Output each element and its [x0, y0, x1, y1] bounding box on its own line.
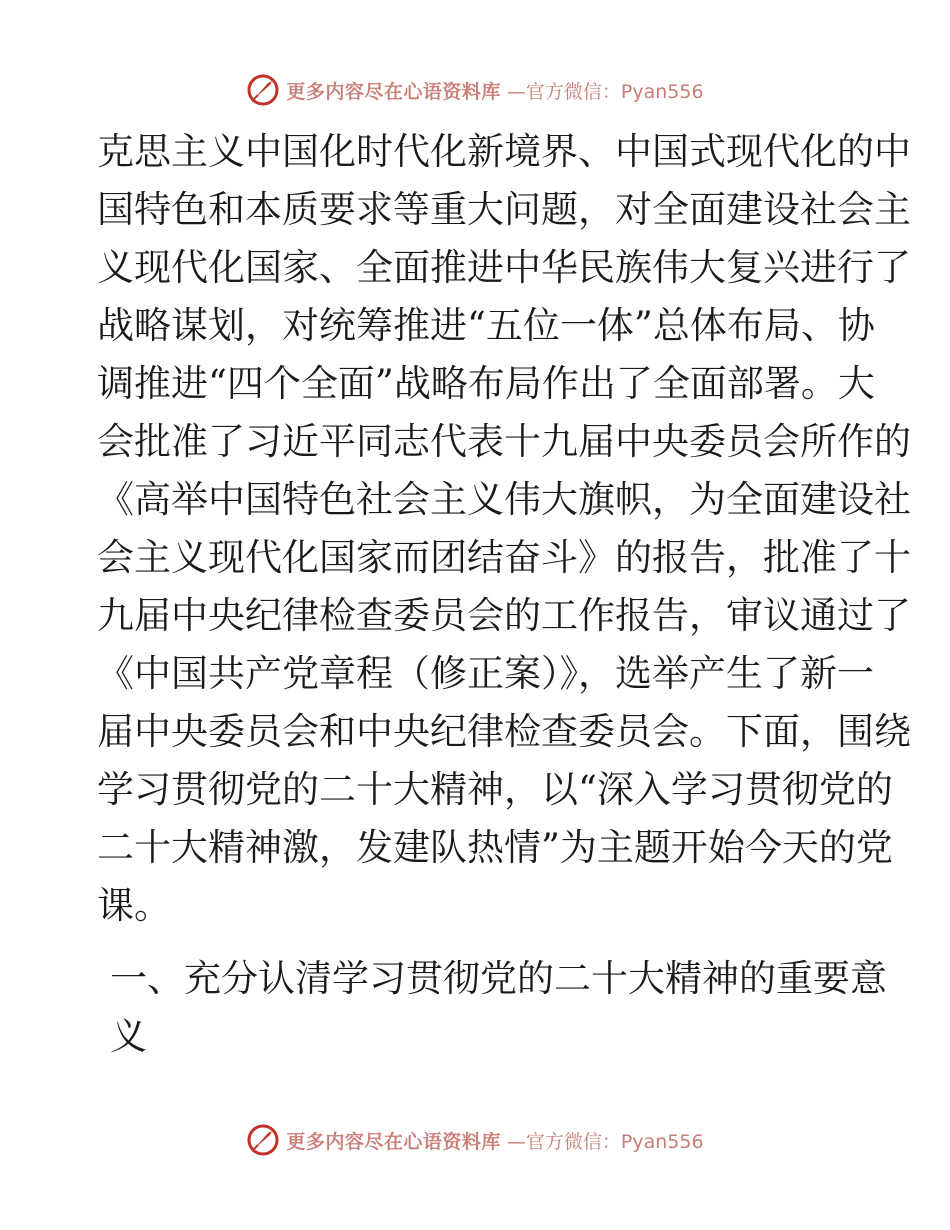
paragraph-line: 课。: [97, 884, 171, 927]
paragraph-line: 会批准了习近平同志代表十九届中央委员会所作的: [97, 420, 911, 463]
footer-banner: [0, 1120, 950, 1160]
paragraph-line: 国特色和本质要求等重大问题，对全面建设社会主: [97, 188, 911, 231]
header-banner: [0, 70, 950, 110]
section-heading-line: 一、充分认清学习贯彻党的二十大精神的重要意: [110, 957, 887, 1000]
footer-banner-wechat: —官方微信：Pyan556: [506, 1130, 704, 1153]
paragraph-line: 调推进“四个全面”战略布局作出了全面部署。大: [97, 362, 875, 405]
section-heading-line: 义: [110, 1015, 147, 1058]
paragraph-line: 届中央委员会和中央纪律检查委员会。下面，围绕: [97, 710, 911, 753]
paragraph-line: 义现代化国家、全面推进中华民族伟大复兴进行了: [97, 246, 911, 289]
paragraph-line: 《中国共产党章程（修正案）》，选举产生了新一: [97, 652, 874, 695]
header-banner-wechat: —官方微信：Pyan556: [506, 80, 704, 103]
paragraph-line: 学习贯彻党的二十大精神，以“深入学习贯彻党的: [97, 768, 893, 811]
paragraph-line: 克思主义中国化时代化新境界、中国式现代化的中: [97, 130, 911, 173]
section-heading: [110, 950, 887, 1066]
paragraph-line: 《高举中国特色社会主义伟大旗帜，为全面建设社: [97, 478, 911, 521]
paragraph-line: 战略谋划，对统筹推进“五位一体”总体布局、协: [97, 304, 875, 347]
paragraph-line: 会主义现代化国家而团结奋斗》的报告，批准了十: [97, 536, 911, 579]
body-paragraph: [97, 123, 911, 935]
quill-logo-icon: [246, 73, 280, 107]
quill-logo-icon: [246, 1123, 280, 1157]
paragraph-line: 二十大精神激，发建队热情”为主题开始今天的党: [97, 826, 893, 869]
footer-banner-title: 更多内容尽在心语资料库: [286, 1130, 501, 1153]
header-banner-title: 更多内容尽在心语资料库: [286, 80, 501, 103]
paragraph-line: 九届中央纪律检查委员会的工作报告，审议通过了: [97, 594, 911, 637]
